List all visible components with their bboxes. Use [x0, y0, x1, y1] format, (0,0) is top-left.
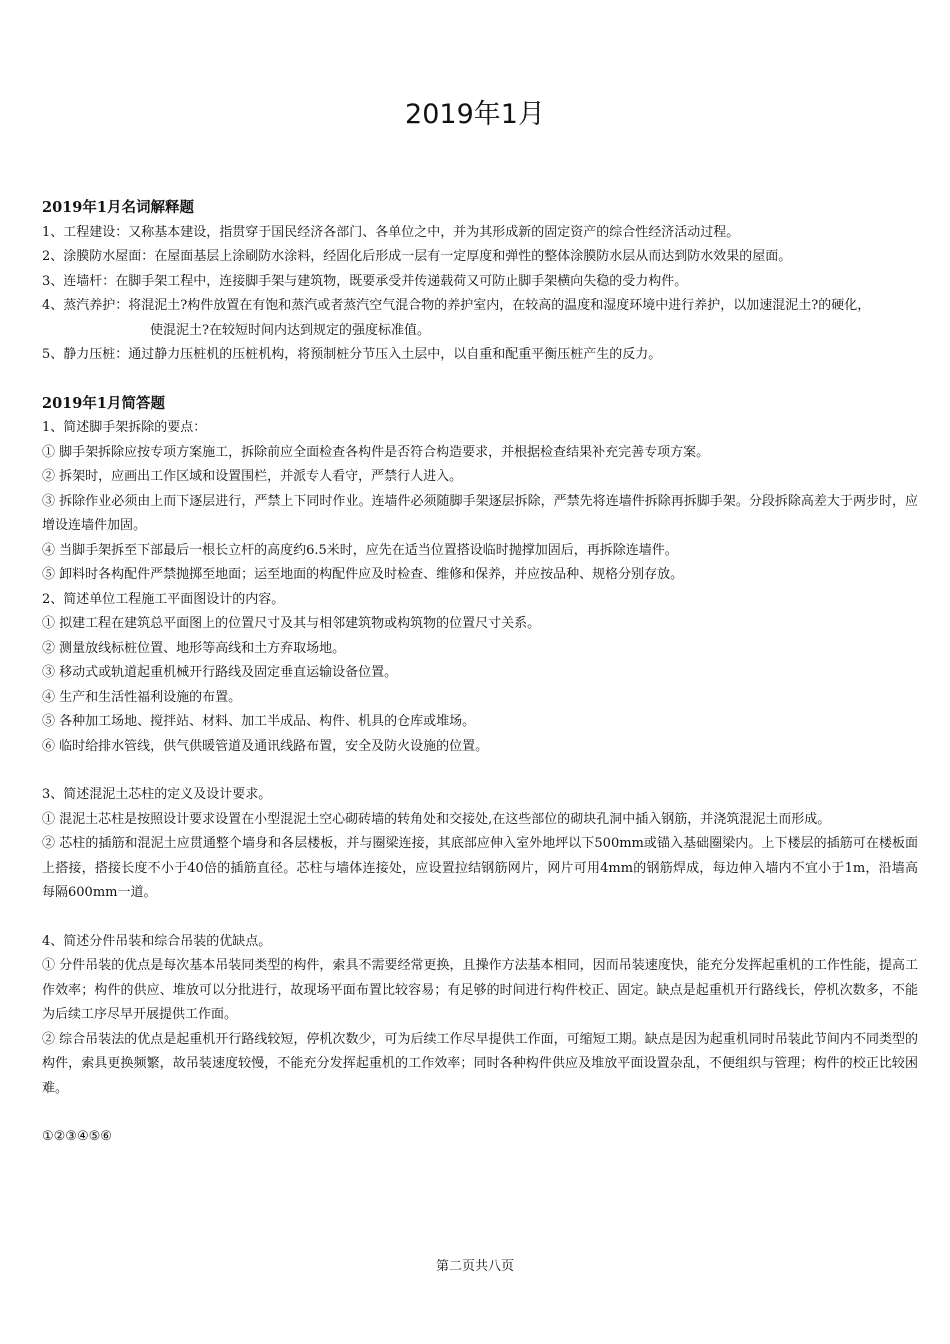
term-item: 2、涂膜防水屋面：在屋面基层上涂刷防水涂料，经固化后形成一层有一定厚度和弹性的整体涂膜防水层从而达到防水效果的屋面。 — [42, 249, 792, 264]
answer-item: ② 拆架时，应画出工作区域和设置围栏，并派专人看守，严禁行人进入。 — [42, 469, 463, 484]
answer-item: ① 混泥土芯柱是按照设计要求设置在小型混泥土空心砌砖墙的转角处和交接处,在这些部位的砌块孔洞中插入钢筋，并浇筑混泥土而形成。 — [42, 811, 831, 827]
answer-item: ③ 移动式或轨道起重机械开行路线及固定垂直运输设备位置。 — [42, 665, 398, 680]
question-title: 3、简述混泥土芯柱的定义及设计要求。 — [42, 787, 272, 802]
question-title: 2、简述单位工程施工平面图设计的内容。 — [42, 591, 285, 607]
answer-item: ⑥ 临时给排水管线，供气供暖管道及通讯线路布置，安全及防火设施的位置。 — [42, 738, 489, 754]
term-item: 1、工程建设：又称基本建设，指贯穿于国民经济各部门、各单位之中，并为其形成新的固定资产的综合性经济活动过程。 — [42, 224, 740, 240]
answer-item: ① 脚手架拆除应按专项方案施工，拆除前应全面检查各构件是否符合构造要求，并根据检查结果补充完善专项方案。 — [42, 444, 710, 460]
circled-numbers: ①②③④⑤⑥ — [42, 1129, 112, 1144]
answer-item: ③ 拆除作业必须由上而下逐层进行，严禁上下同时作业。连墙件必须随脚手架逐层拆除，严禁先将连墙件拆除再拆脚手架。分段拆除高差大于两步时，应增设连墙件加固。 — [42, 493, 918, 533]
term-item: 5、静力压桩：通过静力压桩机的压桩机构，将预制桩分节压入土层中，以自重和配重平衡压桩产生的反力。 — [42, 347, 662, 362]
term-item: 4、蒸汽养护：将混泥土?构件放置在有饱和蒸汽或者蒸汽空气混合物的养护室内，在较高的温度和湿度环境中进行养护，以加速混泥土?的硬化， — [42, 298, 871, 313]
question-title: 1、简述脚手架拆除的要点： — [42, 420, 207, 435]
answer-item: ⑤ 各种加工场地、搅拌站、材料、加工半成品、构件、机具的仓库或堆场。 — [42, 714, 476, 729]
terms-heading: 2019年1月名词解释题 — [42, 199, 194, 216]
answer-item: ② 综合吊装法的优点是起重机开行路线较短，停机次数少，可为后续工作尽早提供工作面，可缩短工期。缺点是因为起重机同时吊装此节间内不同类型的构件，索具更换频繁，故吊装速度较慢，不能充分发挥起重机的工作效率；同时各种构件供应及堆放平面设置杂乱，不便组织与管理；构件的校正比较困难。 — [42, 1031, 918, 1096]
document-body — [42, 196, 918, 1150]
page-footer: 第二页共八页 — [435, 1259, 514, 1274]
question-title: 4、简述分件吊装和综合吊装的优缺点。 — [42, 933, 272, 949]
answer-item: ② 测量放线标桩位置、地形等高线和土方弃取场地。 — [42, 640, 346, 656]
answer-item: ① 分件吊装的优点是每次基本吊装同类型的构件，索具不需要经常更换，且操作方法基本相同，因而吊装速度快，能充分发挥起重机的工作性能，提高工作效率；构件的供应、堆放可以分批进行，故现场平面布置比较容易；有足够的时间进行构件校正、固定。缺点是起重机开行路线长，停机次数多，不能为后续工序尽早开展提供工作面。 — [42, 958, 918, 1022]
term-item: 3、连墙杆：在脚手架工程中，连接脚手架与建筑物，既要承受并传递载荷又可防止脚手架横向失稳的受力构件。 — [42, 273, 688, 289]
answer-item: ④ 生产和生活性福利设施的布置。 — [42, 689, 242, 705]
qa-heading: 2019年1月简答题 — [42, 394, 165, 412]
answer-item: ⑤ 卸料时各构配件严禁抛掷至地面；运至地面的构配件应及时检查、维修和保养，并应按品种、规格分别存放。 — [42, 567, 684, 582]
term-item-continuation: 使混泥土?在较短时间内达到规定的强度标准值。 — [150, 322, 430, 338]
answer-item: ① 拟建工程在建筑总平面图上的位置尺寸及其与相邻建筑物或构筑物的位置尺寸关系。 — [42, 616, 541, 631]
page-title: 2019年1月 — [405, 99, 545, 130]
answer-item: ② 芯柱的插筋和混泥土应贯通整个墙身和各层楼板，并与圈梁连接，其底部应伸入室外地坪以下500mm或锚入基础圈梁内。上下楼层的插筋可在楼板面上搭接，搭接长度不小于40倍的插筋直径。芯柱与墙体连接处，应设置拉结钢筋网片，网片可用4mm的钢筋焊成，每边伸入墙内不宜小于1m，沿墙高每隔600mm一道。 — [42, 836, 918, 900]
answer-item: ④ 当脚手架拆至下部最后一根长立杆的高度约6.5米时，应先在适当位置搭设临时抛撑加固后，再拆除连墙件。 — [42, 542, 678, 558]
